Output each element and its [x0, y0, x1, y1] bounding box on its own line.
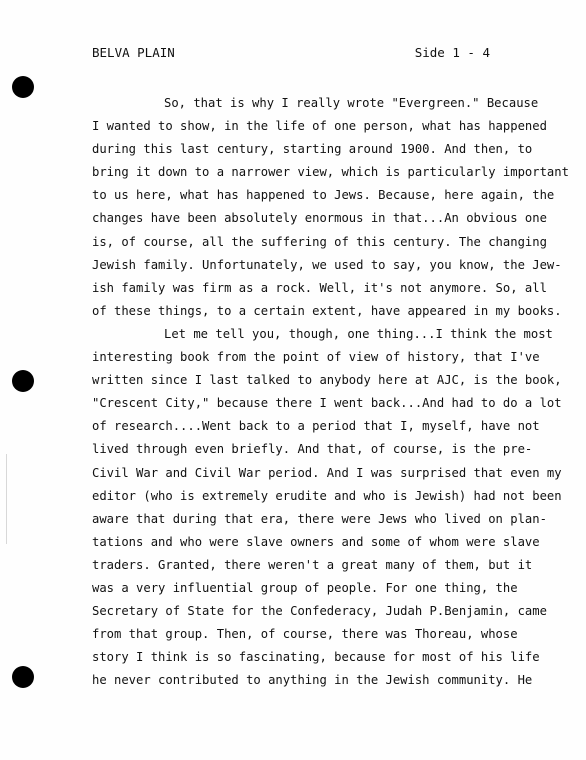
text-line: of these things, to a certain extent, have appeared in my books.: [92, 303, 562, 318]
page-edge-mark: [6, 454, 7, 544]
text-line: of research....Went back to a period that I, myself, have not: [92, 419, 540, 434]
text-line: story I think is so fascinating, because for most of his life: [92, 650, 540, 665]
transcript-body: [92, 92, 569, 692]
text-line: written since I last talked to anybody here at AJC, is the book,: [92, 373, 562, 388]
binder-hole: [12, 666, 34, 688]
text-line: changes have been absolutely enormous in that...An obvious one: [92, 211, 547, 226]
text-line: "Crescent City," because there I went back...And had to do a lot: [92, 396, 562, 411]
text-line: Secretary of State for the Confederacy, Judah P.Benjamin, came: [92, 604, 547, 619]
header-page-ref: Side 1 - 4: [414, 45, 490, 60]
header-author: BELVA PLAIN: [92, 45, 175, 60]
text-line: he never contributed to anything in the Jewish community. He: [92, 673, 533, 688]
text-line: during this last century, starting around 1900. And then, to: [92, 142, 533, 157]
text-line: I wanted to show, in the life of one person, what has happened: [92, 119, 547, 134]
text-line: ish family was firm as a rock. Well, it's not anymore. So, all: [92, 280, 547, 295]
text-line: bring it down to a narrower view, which is particularly important: [92, 165, 569, 180]
text-line: interesting book from the point of view of history, that I've: [92, 350, 540, 365]
text-line: Jewish family. Unfortunately, we used to say, you know, the Jew-: [92, 257, 562, 272]
text-line: Let me tell you, though, one thing...I think the most: [164, 326, 553, 341]
text-line: from that group. Then, of course, there was Thoreau, whose: [92, 627, 518, 642]
text-line: So, that is why I really wrote "Evergreen." Because: [164, 96, 539, 110]
binder-hole: [12, 370, 34, 392]
text-line: editor (who is extremely erudite and who is Jewish) had not been: [92, 488, 562, 503]
text-line: aware that during that era, there were Jews who lived on plan-: [92, 511, 547, 526]
text-line: traders. Granted, there weren't a great many of them, but it: [92, 557, 533, 572]
text-line: is, of course, all the suffering of this century. The changing: [92, 234, 547, 249]
binder-hole: [12, 76, 34, 98]
text-line: tations and who were slave owners and some of whom were slave: [92, 534, 540, 549]
text-line: was a very influential group of people. For one thing, the: [92, 580, 518, 595]
text-line: lived through even briefly. And that, of course, is the pre-: [92, 442, 533, 457]
text-line: to us here, what has happened to Jews. Because, here again, the: [92, 188, 555, 203]
page-header: [92, 45, 490, 63]
text-line: Civil War and Civil War period. And I was surprised that even my: [92, 465, 562, 480]
